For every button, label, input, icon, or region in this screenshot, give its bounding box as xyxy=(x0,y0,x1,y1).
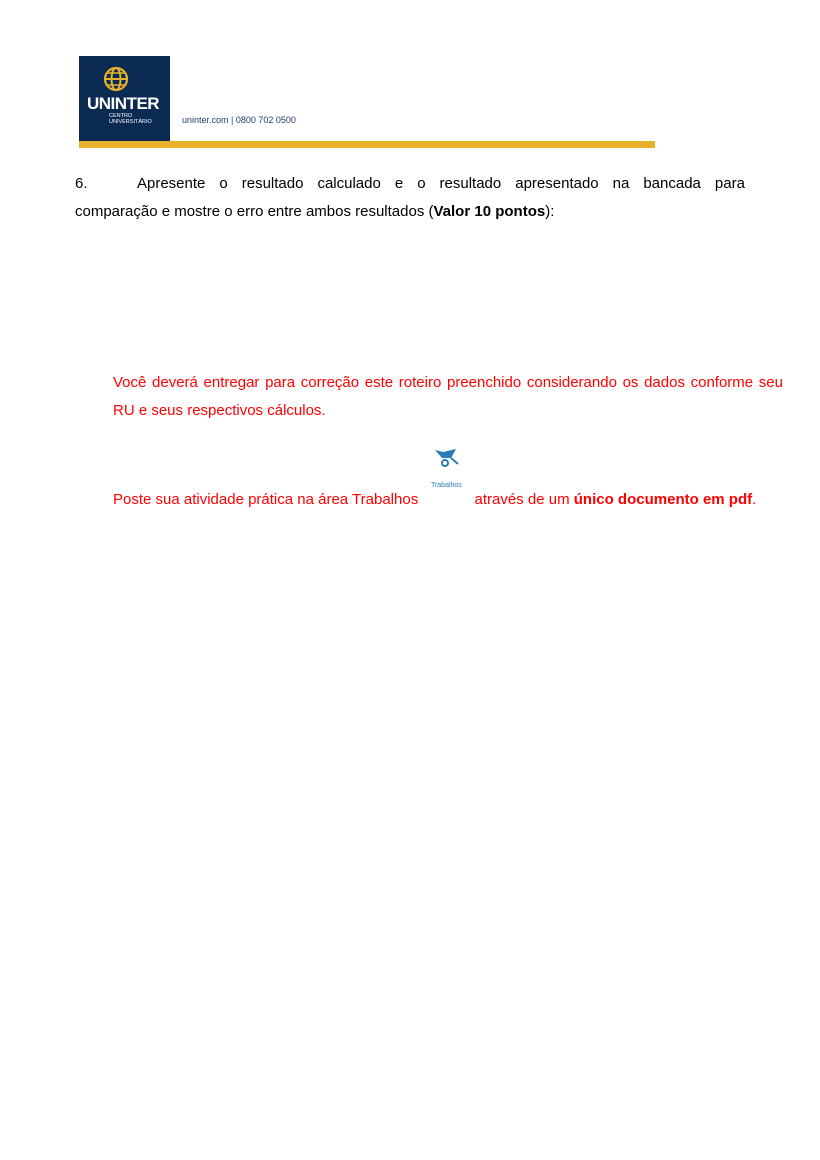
question-word: na xyxy=(612,175,630,192)
question-word: o xyxy=(417,175,426,192)
trabalhos-icon[interactable]: Trabalhos xyxy=(424,468,468,512)
emphasis-pdf: em pdf xyxy=(702,491,753,508)
question-word: resultado xyxy=(439,175,502,192)
question-word: calculado xyxy=(317,175,381,192)
question-word: resultado xyxy=(241,175,304,192)
header-divider xyxy=(79,141,655,148)
question-number: 6. xyxy=(75,175,88,192)
question-word: o xyxy=(219,175,228,192)
question-line-2: comparação e mostre o erro entre ambos resultados (Valor 10 pontos): xyxy=(75,203,555,220)
globe-icon xyxy=(99,64,133,94)
instruction-paragraph-2: Poste sua atividade prática na área Trabalhos Trabalhos através de um único documento em pdf. xyxy=(75,468,783,514)
wheelbarrow-icon xyxy=(434,446,460,468)
logo-wordmark: UNINTER xyxy=(87,94,160,113)
question-word: para xyxy=(714,175,745,192)
question-points: Valor 10 pontos xyxy=(433,203,546,220)
emphasis-single-document: único documento xyxy=(573,491,699,508)
question-word: bancada xyxy=(643,175,701,192)
question-line-1 xyxy=(75,170,745,198)
instruction-paragraph-1: Você deverá entregar para correção este roteiro preenchido considerando os dados conforme seu RU e seus respectivos cálculos. xyxy=(113,374,783,419)
header-contact: uninter.com | 0800 702 0500 xyxy=(182,115,296,125)
uninter-logo xyxy=(79,56,170,142)
question-word: apresentado xyxy=(515,175,599,192)
question-word: e xyxy=(394,175,404,192)
question-word: Apresente xyxy=(137,175,206,192)
logo-subtitle: CENTRO UNIVERSITÁRIO xyxy=(109,113,152,125)
